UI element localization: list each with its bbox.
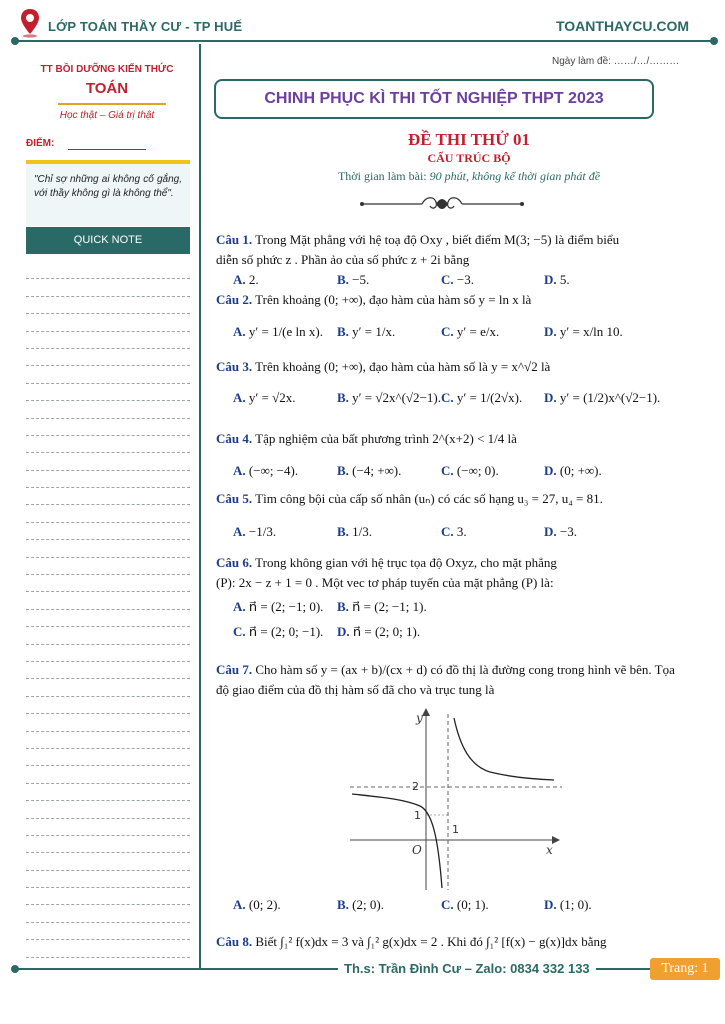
- date-line: Ngày làm đề: ……/…/………: [552, 56, 680, 67]
- option-a[interactable]: A. (−∞; −4).: [233, 463, 299, 478]
- question-1: Câu 1. Trong Mặt phẳng với hệ toạ độ Oxy , biết điểm M(3; −5) là điểm biểu diễn số phức z . Phần ảo của số phức z + 2i bằng: [216, 232, 620, 267]
- quick-note-header: QUICK NOTE: [26, 227, 190, 254]
- note-line: [26, 627, 190, 644]
- note-line: [26, 314, 190, 331]
- center-name: TT BỒI DƯỠNG KIẾN THỨC: [40, 64, 174, 75]
- option-c[interactable]: C. 3.: [441, 524, 467, 539]
- note-line: [26, 766, 190, 783]
- footer-divider-dot: [11, 965, 19, 973]
- quote-box: "Chỉ sợ những ai không cố gắng, với thầy không gì là không thể".: [26, 160, 190, 226]
- note-line: [26, 836, 190, 853]
- question-3: Câu 3. Trên khoảng (0; +∞), đạo hàm của hàm số là y = x^√2 là: [216, 359, 551, 374]
- note-line: [26, 819, 190, 836]
- note-line: [26, 697, 190, 714]
- label-y-1: 1: [414, 809, 421, 822]
- subject-title: TOÁN: [85, 80, 129, 97]
- option-b[interactable]: B. (2; 0).: [337, 897, 384, 912]
- note-line: [26, 610, 190, 627]
- header-divider-dot: [710, 37, 718, 45]
- exam-name: ĐỀ THI THỬ 01: [407, 130, 531, 149]
- page-header: [0, 0, 725, 50]
- question-2: Câu 2. Trên khoảng (0; +∞), đạo hàm của hàm số y = ln x là: [216, 292, 532, 307]
- note-line: [26, 471, 190, 488]
- option-a[interactable]: A. y′ = 1/(e ln x).: [233, 324, 323, 339]
- note-line: [26, 732, 190, 749]
- note-line: [26, 592, 190, 609]
- question-7: Câu 7. Cho hàm số y = (ax + b)/(cx + d) có đồ thị là đường cong trong hình vẽ bên. Tọa độ giao điểm của đồ thị hàm số đã cho và trục tung là: [216, 662, 675, 697]
- option-a[interactable]: A. (0; 2).: [233, 897, 281, 912]
- note-line: [26, 645, 190, 662]
- option-b[interactable]: B. −5.: [337, 272, 370, 287]
- header-divider: [14, 40, 714, 42]
- exam-structure: CẤU TRÚC BỘ: [427, 151, 511, 165]
- option-a[interactable]: A. y′ = √2x.: [233, 390, 296, 405]
- option-d[interactable]: D. (0; +∞).: [544, 463, 602, 478]
- note-line: [26, 505, 190, 522]
- question-8: Câu 8. Biết ∫₁² f(x)dx = 3 và ∫₁² g(x)dx = 2 . Khi đó ∫₁² [f(x) − g(x)]dx bằng: [216, 934, 607, 949]
- exam-time: Thời gian làm bài: 90 phút, không kể thời gian phát đề: [337, 169, 601, 183]
- option-c[interactable]: C. y′ = e/x.: [441, 324, 500, 339]
- origin-label: O: [412, 843, 422, 857]
- note-line: [26, 714, 190, 731]
- map-pin-icon: [20, 8, 40, 38]
- option-a[interactable]: A. −1/3.: [233, 524, 277, 539]
- note-line: [26, 436, 190, 453]
- note-line: [26, 279, 190, 296]
- note-line: [26, 940, 190, 957]
- note-line: [26, 905, 190, 922]
- score-label: ĐIỂM:: [26, 138, 55, 149]
- option-b[interactable]: B. 1/3.: [337, 524, 373, 539]
- option-c[interactable]: C. n⃗ = (2; 0; −1).: [233, 624, 324, 639]
- footer-author: Th.s: Trần Đình Cư – Zalo: 0834 332 133: [338, 961, 596, 976]
- note-line: [26, 871, 190, 888]
- option-d[interactable]: D. y′ = x/ln 10.: [544, 324, 623, 339]
- function-graph: [350, 706, 562, 890]
- option-d[interactable]: D. −3.: [544, 524, 577, 539]
- option-c[interactable]: C. −3.: [441, 272, 474, 287]
- option-c[interactable]: C. y′ = 1/(2√x).: [441, 390, 523, 405]
- option-c[interactable]: C. (0; 1).: [441, 897, 489, 912]
- option-d[interactable]: D. 5.: [544, 272, 570, 287]
- note-line: [26, 401, 190, 418]
- option-a[interactable]: A. n⃗ = (2; −1; 0).: [233, 599, 324, 614]
- x-axis-label: x: [546, 843, 553, 857]
- note-line: [26, 419, 190, 436]
- sidebar-divider: [199, 44, 201, 968]
- option-d[interactable]: D. (1; 0).: [544, 897, 592, 912]
- option-b[interactable]: B. y′ = 1/x.: [337, 324, 396, 339]
- ornament-divider-icon: [352, 192, 532, 216]
- note-line: [26, 332, 190, 349]
- brand-website[interactable]: TOANTHAYCU.COM: [555, 18, 689, 34]
- label-y-2: 2: [412, 780, 419, 793]
- note-line: [26, 575, 190, 592]
- option-b[interactable]: B. (−4; +∞).: [337, 463, 402, 478]
- note-line: [26, 801, 190, 818]
- note-line: [26, 262, 190, 279]
- note-line: [26, 297, 190, 314]
- note-line: [26, 923, 190, 940]
- option-c[interactable]: C. (−∞; 0).: [441, 463, 499, 478]
- quick-note-area[interactable]: [26, 262, 190, 962]
- label-x-1: 1: [452, 823, 459, 836]
- option-d[interactable]: D. n⃗ = (2; 0; 1).: [337, 624, 421, 639]
- question-4: Câu 4. Tập nghiệm của bất phương trình 2^(x+2) < 1/4 là: [216, 431, 517, 446]
- note-line: [26, 488, 190, 505]
- question-6: Câu 6. Trong không gian với hệ trục tọa độ Oxyz, cho mặt phẳng (P): 2x − z + 1 = 0 . Một vec tơ pháp tuyến của mặt phẳng (P) là:: [216, 555, 557, 590]
- note-line: [26, 453, 190, 470]
- note-line: [26, 749, 190, 766]
- note-line: [26, 853, 190, 870]
- note-line: [26, 784, 190, 801]
- note-line: [26, 679, 190, 696]
- note-line: [26, 366, 190, 383]
- option-b[interactable]: B. n⃗ = (2; −1; 1).: [337, 599, 427, 614]
- option-a[interactable]: A. 2.: [233, 272, 259, 287]
- page-number: Trang: 1: [650, 958, 720, 980]
- option-b[interactable]: B. y′ = √2x^(√2−1).: [337, 390, 441, 405]
- option-d[interactable]: D. y′ = (1/2)x^(√2−1).: [544, 390, 661, 405]
- note-line: [26, 558, 190, 575]
- note-line: [26, 523, 190, 540]
- subject-underline: [58, 103, 166, 105]
- brand-left: LỚP TOÁN THẦY CƯ - TP HUẾ: [48, 19, 243, 34]
- question-5: Câu 5. Tìm công bội của cấp số nhân (uₙ) có các số hạng u₃ = 27, u₄ = 81.: [216, 491, 603, 506]
- note-line: [26, 888, 190, 905]
- note-line: [26, 349, 190, 366]
- note-line: [26, 662, 190, 679]
- motto: Học thật – Giá trị thật: [59, 110, 155, 121]
- note-line: [26, 384, 190, 401]
- note-line: [26, 540, 190, 557]
- score-field[interactable]: [68, 149, 146, 150]
- main-title: CHINH PHỤC KÌ THI TỐT NGHIỆP THPT 2023: [214, 79, 654, 119]
- y-axis-label: y: [416, 711, 423, 725]
- header-divider-dot: [11, 37, 19, 45]
